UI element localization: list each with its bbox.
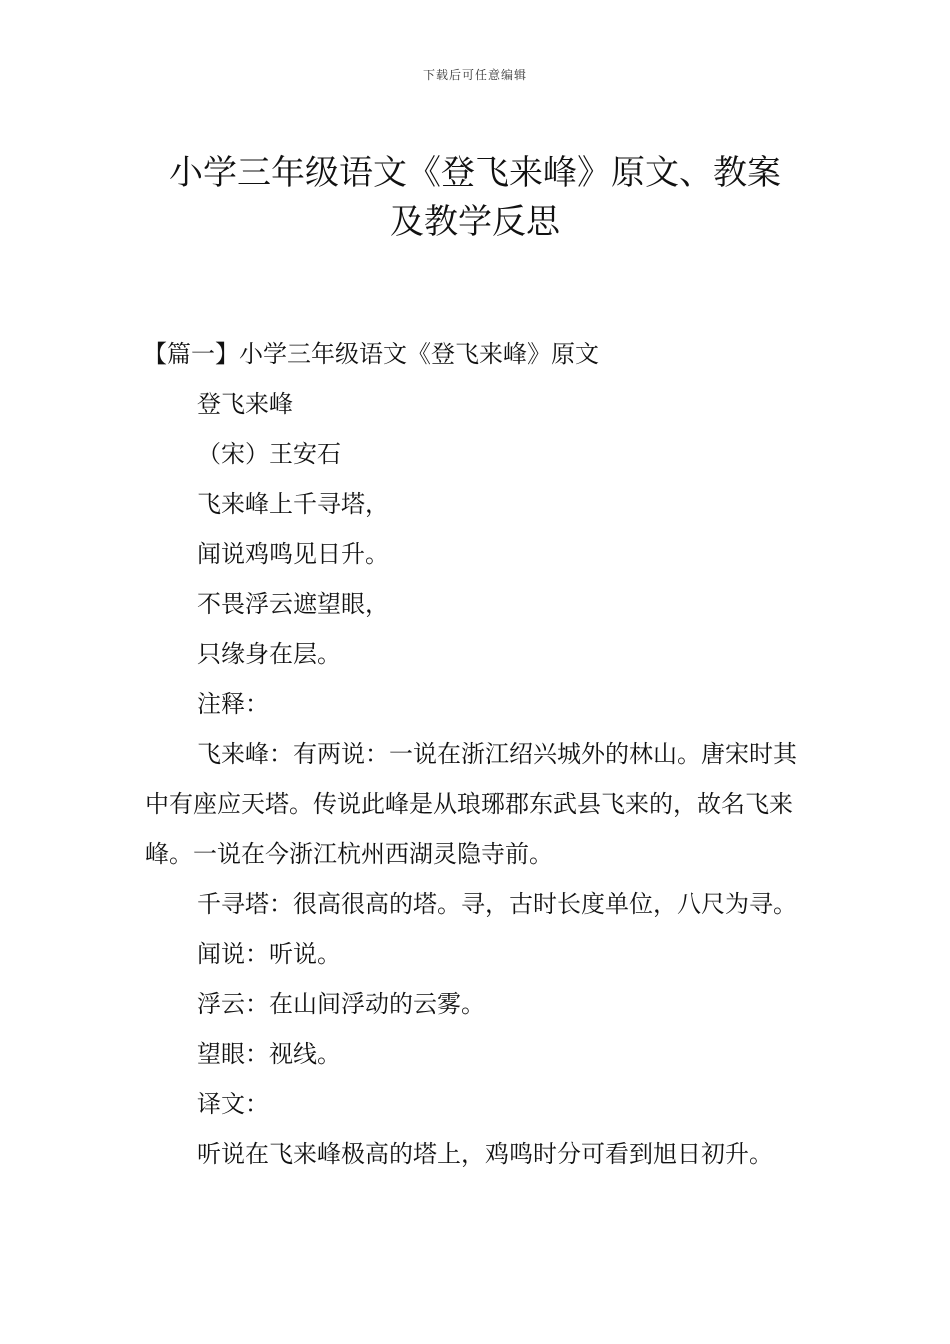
poem-line: 闻说鸡鸣见日升。 — [197, 540, 389, 568]
note-paragraph: 飞来峰：有两说：一说在浙江绍兴城外的林山。唐宋时其中有座应天塔。传说此峰是从琅琊郡东武县飞来的，故名飞来峰。一说在今浙江杭州西湖灵隐寺前。 — [145, 740, 797, 868]
section-heading: 【篇一】小学三年级语文《登飞来峰》原文 — [143, 340, 599, 368]
document-body — [145, 329, 805, 1179]
note-paragraph: 千寻塔：很高很高的塔。寻，古时长度单位，八尺为寻。 — [197, 890, 797, 918]
title-line-1: 小学三年级语文《登飞来峰》原文、教案 — [169, 152, 781, 193]
header-note: 下载后可任意编辑 — [422, 68, 527, 82]
poem-line: 只缘身在层。 — [197, 640, 341, 668]
poem-line: 飞来峰上千寻塔， — [197, 490, 389, 518]
note-paragraph: 闻说：听说。 — [197, 940, 341, 968]
document-title — [120, 149, 830, 247]
notes-label: 注释： — [197, 690, 269, 718]
translation-text: 听说在飞来峰极高的塔上，鸡鸣时分可看到旭日初升。 — [197, 1140, 773, 1168]
translation-label: 译文： — [197, 1090, 269, 1118]
title-line-2: 及教学反思 — [390, 201, 560, 242]
poem-title: 登飞来峰 — [197, 390, 293, 418]
poem-line: 不畏浮云遮望眼， — [197, 590, 389, 618]
note-paragraph: 浮云：在山间浮动的云雾。 — [197, 990, 485, 1018]
note-paragraph: 望眼：视线。 — [197, 1040, 341, 1068]
poem-author: （宋）王安石 — [197, 440, 341, 468]
